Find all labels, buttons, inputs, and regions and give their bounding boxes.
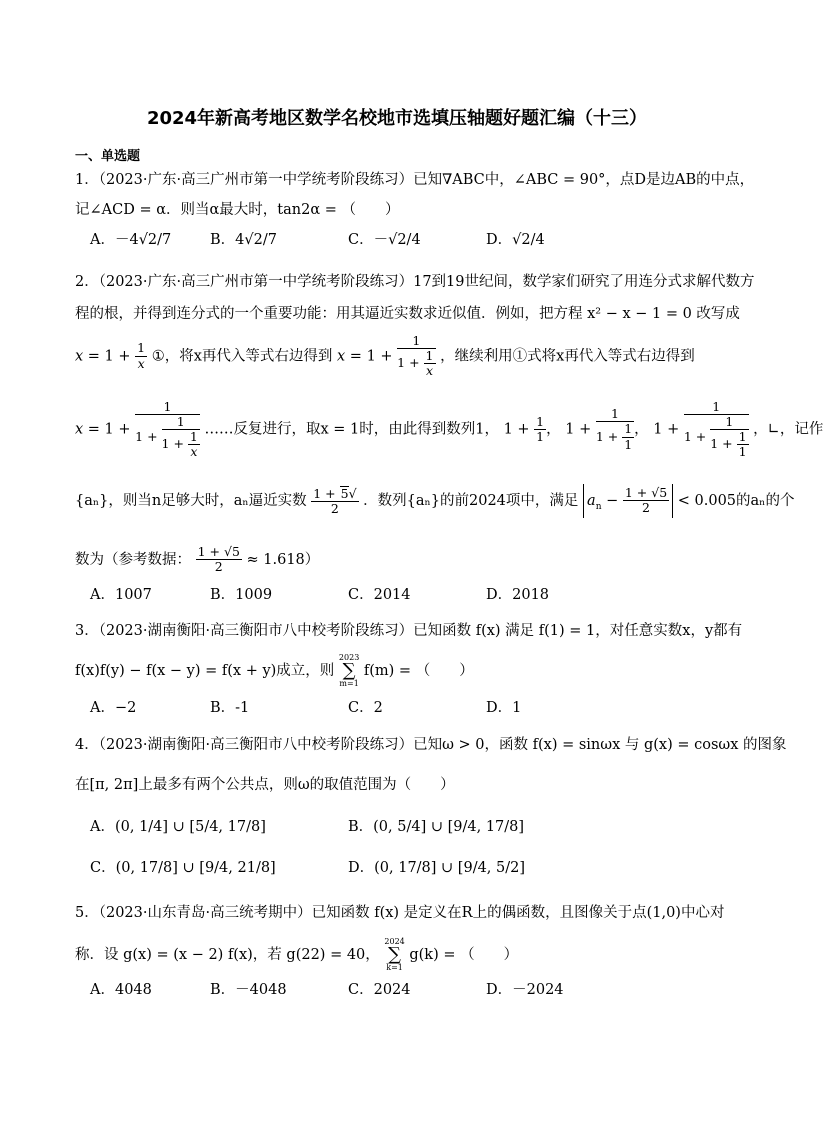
q4-option-c: C．(0, 17/8] ∪ [9/4, 21/8]	[90, 860, 276, 876]
q5-option-a: A．4048	[90, 982, 152, 998]
q2-option-d: D．2018	[486, 587, 550, 603]
q3-line2a: f(x)f(y) − f(x − y) = f(x + y)成立，则	[75, 663, 335, 679]
q4-line1: 4．（2023·湖南衡阳·高三衡阳市八中校考阶段练习）已知ω > 0，函数 f(x) = sinωx 与 g(x) = cosωx 的图象	[75, 737, 787, 753]
summation-symbol: 2023 ∑ m=1	[338, 653, 360, 688]
q3-line2b: f(m) = （ ）	[363, 663, 474, 679]
q2-line5a: {aₙ}，则当n足够大时，aₙ逼近实数	[75, 492, 307, 509]
q3-option-d: D．1	[486, 700, 522, 716]
q2-line6a: 数为（参考数据：	[75, 551, 191, 568]
q2-line3b: ，继续利用①式将x再代入等式右边得到	[440, 348, 695, 365]
q4-line2: 在[π, 2π]上最多有两个公共点，则ω的取值范围为（ ）	[75, 777, 455, 793]
q5-line2a: 称．设 g(x) = (x − 2) f(x)，若 g(22) = 40，	[75, 947, 380, 963]
absolute-value-expression: $a_n$ − $\frac{1 + √5}{2}$	[583, 484, 673, 518]
q1-option-d: D．√2/4	[486, 232, 545, 248]
q5-option-c: C．2024	[348, 982, 411, 998]
q5-option-d: D．－2024	[486, 982, 564, 998]
fraction-1-over-x: $\frac{1}{x}$	[137, 340, 146, 371]
q2-line4a: ……反复进行，取x = 1时，由此得到数列1，	[204, 421, 499, 438]
q1-option-c: C．－√2/4	[348, 232, 421, 248]
q2-line6b: ≈ 1.618）	[246, 551, 320, 568]
q3-option-a: A．−2	[90, 700, 137, 716]
q2-option-a: A．1007	[90, 587, 152, 603]
q5-option-b: B．－4048	[210, 982, 287, 998]
q2-line2: 程的根，并得到连分式的一个重要功能：用其逼近实数求近似值．例如，把方程 x² − x − 1 = 0 改写成	[75, 306, 740, 322]
q3-line1: 3．（2023·湖南衡阳·高三衡阳市八中校考阶段练习）已知函数 f(x) 满足 f(1) = 1，对任意实数x，y都有	[75, 623, 743, 639]
q1-line2: 记∠ACD = α．则当α最大时，tan2α = （ ）	[75, 202, 400, 218]
q2-line4b: ，∟，记作	[753, 421, 823, 438]
q2-line5	[75, 484, 794, 518]
continued-fraction-1: 1 1 + $\frac{1}{x}$	[397, 333, 434, 379]
q1-option-a: A．－4√2/7	[90, 232, 172, 248]
q5-line2b: g(k) = （ ）	[409, 947, 519, 963]
q1-line1: 1．（2023·广东·高三广州市第一中学统考阶段练习）已知∇ABC中，∠ABC = 90°，点D是边AB的中点，	[75, 172, 755, 188]
section-heading: 一、单选题	[75, 149, 141, 164]
golden-ratio-fraction: $\frac{1 + 5√}{2}$	[313, 485, 357, 516]
q1-option-b: B．4√2/7	[210, 232, 277, 248]
summation-symbol-2: 2024 ∑ k=1	[384, 937, 405, 972]
q2-option-c: C．2014	[348, 587, 411, 603]
q3-line2	[75, 654, 474, 688]
q2-option-b: B．1009	[210, 587, 273, 603]
q5-line2	[75, 938, 518, 972]
q5-line1: 5．（2023·山东青岛·高三统考期中）已知函数 f(x) 是定义在R上的偶函数，且图像关于点(1,0)中心对	[75, 905, 725, 921]
q4-option-b: B．(0, 5/4] ∪ [9/4, 17/8]	[348, 819, 525, 835]
q4-option-d: D．(0, 17/8] ∪ [9/4, 5/2]	[348, 860, 526, 876]
q2-line4: x = 1 + 1 1 + 1 1 + $\frac{1}{x}$ ……反复进行，取x = 1时，由此得到数列1， 1 + $\frac{1}{1}$ ， 1 + 1 1 + $\frac{1}{1}$ ， 1 + 1 1 + 1 1 + $\frac{1}{1}$ ，∟，记作	[75, 399, 823, 459]
q4-option-a: A．(0, 1/4] ∪ [5/4, 17/8]	[90, 819, 266, 835]
q2-line6: 数为（参考数据： $\frac{1 + √5}{2}$ ≈ 1.618）	[75, 544, 320, 575]
q2-line3a: ①，将x再代入等式右边得到	[151, 348, 333, 365]
continued-fraction-2: 1 1 + 1 1 + $\frac{1}{x}$	[135, 399, 198, 459]
q2-line5b: ．数列{aₙ}的前2024项中，满足	[363, 492, 579, 509]
q2-line5c: < 0.005的aₙ的个	[677, 492, 795, 509]
q2-line3: x = 1 + $\frac{1}{x}$ ①，将x再代入等式右边得到 x = 1 + 1 1 + $\frac{1}{x}$ ，继续利用①式将x再代入等式右边得到	[75, 333, 695, 379]
q3-option-b: B．-1	[210, 700, 250, 716]
q3-option-c: C．2	[348, 700, 383, 716]
q2-line1: 2．（2023·广东·高三广州市第一中学统考阶段练习）17到19世纪间，数学家们研究了用连分式求解代数方	[75, 274, 755, 290]
document-title: 2024年新高考地区数学名校地市选填压轴题好题汇编（十三）	[146, 108, 648, 129]
